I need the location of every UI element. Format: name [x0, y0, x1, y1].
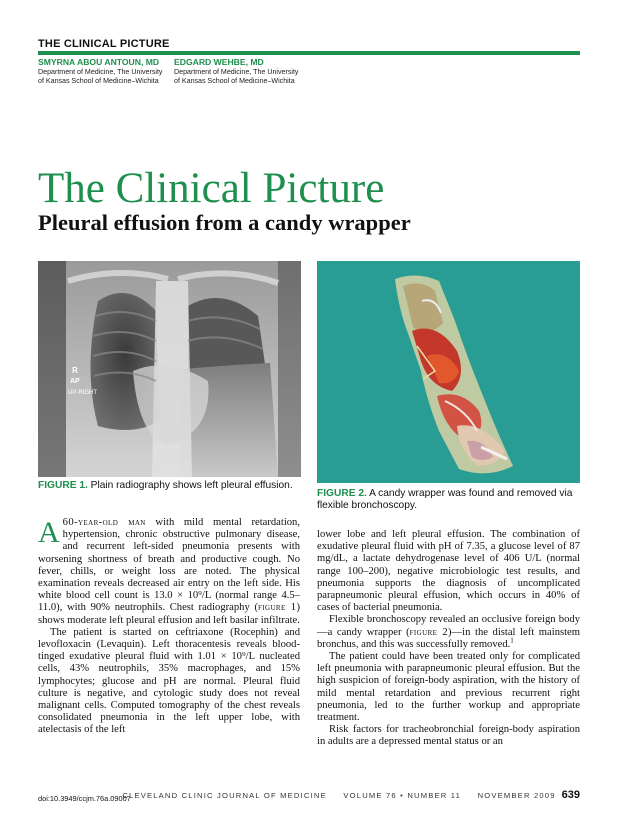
body-column-left — [38, 517, 300, 737]
article-subtitle: Pleural effusion from a candy wrapper — [38, 210, 411, 235]
page-number: 639 — [561, 789, 580, 801]
body-paragraph: Flexible bronchoscopy revealed an occlusive foreign body—a candy wrapper (figure 2)—in the distal left mainstem bronchus, and this was successfully removed.$^1$ — [317, 614, 580, 650]
section-rule — [38, 51, 580, 55]
figure-reference: figure 1 — [257, 602, 297, 614]
author-name: EDGARD WEHBE, MD — [174, 57, 264, 67]
doi: doi:10.3949/ccjm.76a.09007 — [38, 794, 131, 803]
body-paragraph: A 60-year-old man with mild mental retardation, hypertension, chronic obstructive pulmonary disease, and recurrent left-sided pneumonia presents with worsening shortness of breath and productive cough. No fever, chills, or weight loss are noted. The physical examination reveals decreased air entry on the left side. His white blood cell count is 13.0 × 10⁹/L (normal range 4.5–11.0), with 90% neutrophils. Chest radiography (figure 1) shows moderate left pleural effusion and left basilar infiltrate. — [38, 516, 301, 626]
figure-2-caption — [317, 488, 580, 512]
xray-marker-ap: AP — [70, 378, 80, 385]
body-paragraph: Risk factors for tracheobronchial foreign-body aspiration in adults are a depressed mental status or an — [317, 724, 580, 748]
body-paragraph: The patient is started on ceftriaxone (Rocephin) and levofloxacin (Levaquin). Left thoracentesis reveals blood-tinged exudative pleural fluid with 1.01 × 10⁹/L nucleated cells, 43% neutrophils, 35% macrophages, and 15% lymphocytes; glucose and pH are normal. Pleural fluid culture is negative, and cytologic study does not reveal malignant cells. Computed tomography of the chest reveals consolidated pneumonia in the left upper lobe, with atelectasis of the left — [38, 626, 300, 736]
author-block-2 — [174, 57, 298, 85]
figure-2-label: FIGURE 2. — [317, 488, 367, 499]
drop-cap: A — [38, 516, 60, 549]
body-column-right — [317, 529, 580, 749]
article-title: The Clinical Picture — [38, 165, 385, 212]
author-affiliation: Department of Medicine, The University — [174, 68, 299, 76]
section-label: THE CLINICAL PICTURE — [38, 38, 170, 50]
journal-info: CLEVELAND CLINIC JOURNAL OF MEDICINE VOLUME 76 • NUMBER 11 NOVEMBER 2009 — [122, 791, 556, 800]
author-name: SMYRNA ABOU ANTOUN, MD — [38, 57, 160, 67]
chest-xray-image — [38, 261, 301, 477]
figure-1-caption — [38, 480, 296, 492]
author-affiliation: Department of Medicine, The University — [38, 68, 163, 76]
author-affiliation: of Kansas School of Medicine–Wichita — [174, 76, 295, 85]
body-paragraph: The patient could have been treated only for complicated left pneumonia with parapneumonic pleural effusion. But the high suspicion of foreign-body aspiration, with the history of mild mental retardation and previous recurrent right pneumonia, led to the further workup and appropriate treatment. — [317, 651, 580, 724]
body-paragraph: lower lobe and left pleural effusion. The combination of exudative pleural fluid with pH of 7.35, a glucose level of 87 mg/dL, a lactate dehydrogenase level of 406 U/L (normal range 100–200), negative microbiologic test results, and pneumonia supports the diagnosis of uncomplicated parapneumonic pleural effusion, which occurs in 40% of cases of bacterial pneumonia. — [317, 529, 580, 614]
author-block-1 — [38, 57, 162, 85]
figure-1-label: FIGURE 1. — [38, 480, 88, 491]
figure-2-caption-text: A candy wrapper was found and removed via flexible bronchoscopy. — [317, 488, 573, 511]
xray-marker-r: R — [72, 366, 78, 375]
candy-wrapper-photo — [317, 261, 580, 483]
page-footer — [122, 789, 580, 801]
lead-in: 60-year-old man — [62, 517, 146, 528]
xray-marker-upright: UP-RIGHT — [68, 390, 97, 396]
author-affiliation: of Kansas School of Medicine–Wichita — [38, 76, 159, 85]
citation-ref: 1 — [510, 636, 514, 645]
figure-1-caption-text: Plain radiography shows left pleural effusion. — [90, 480, 293, 491]
figure-reference: figure 2 — [409, 626, 449, 638]
